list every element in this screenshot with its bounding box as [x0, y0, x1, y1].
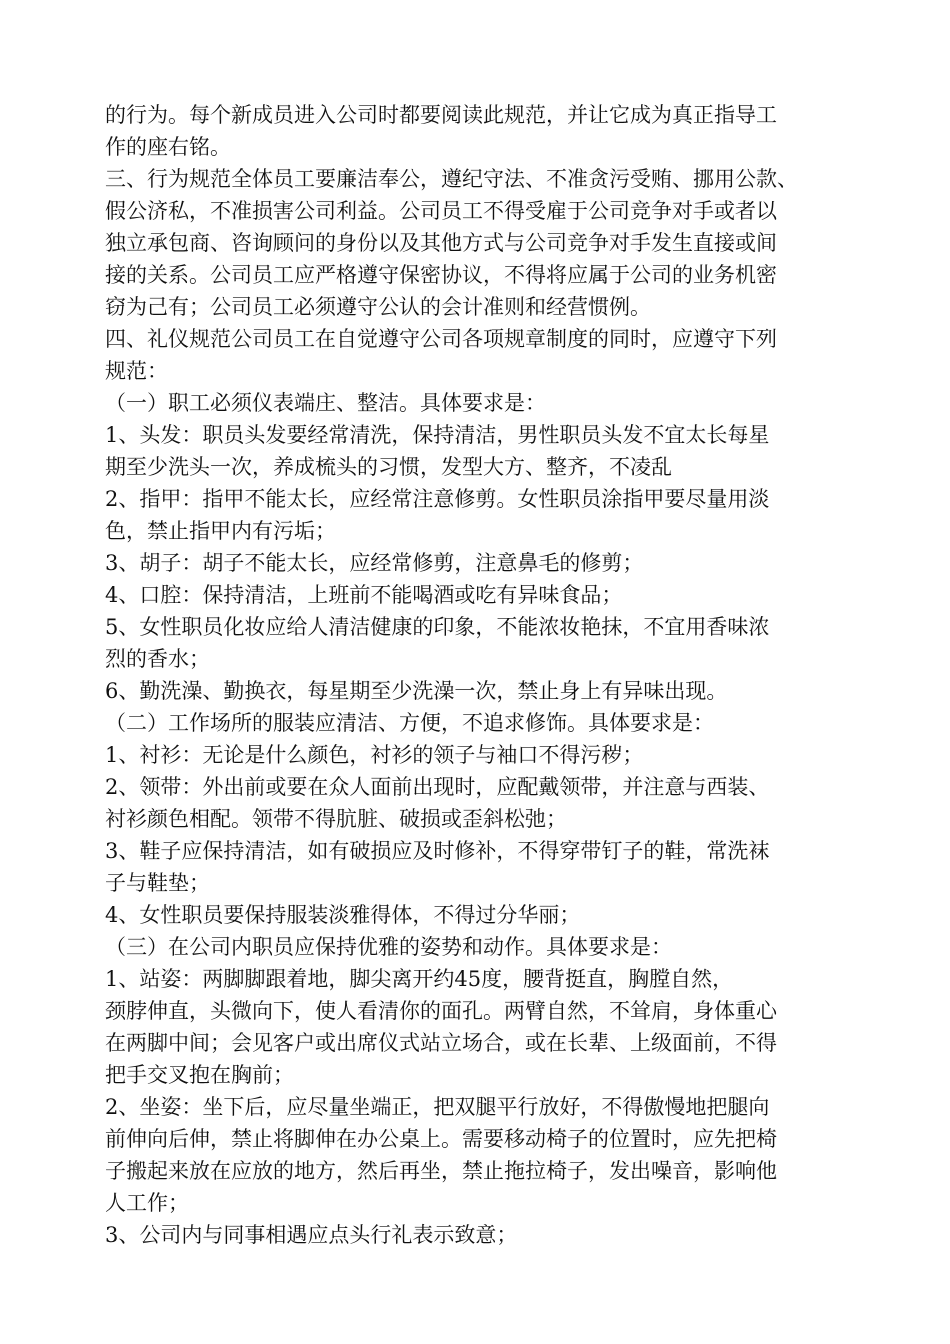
text-line-28: 1、站姿：两脚脚跟着地，脚尖离开约45度，腰背挺直，胸膛自然， — [105, 967, 734, 991]
text-line-32: 2、坐姿：坐下后，应尽量坐端正，把双腿平行放好，不得傲慢地把腿向 — [105, 1095, 770, 1119]
text-line-30: 在两脚中间；会见客户或出席仪式站立场合，或在长辈、上级面前，不得 — [105, 1031, 777, 1055]
text-line-26: 4、女性职员要保持服装淡雅得体，不得过分华丽； — [105, 903, 581, 927]
text-line-4: 假公济私，不准损害公司利益。公司员工不得受雇于公司竞争对手或者以 — [105, 199, 777, 223]
text-line-10: （一）职工必须仪表端庄、整洁。具体要求是： — [105, 391, 546, 415]
text-line-36: 3、公司内与同事相遇应点头行礼表示致意； — [105, 1223, 518, 1247]
text-line-14: 色，禁止指甲内有污垢； — [105, 519, 336, 543]
text-line-20: （二）工作场所的服装应清洁、方便，不追求修饰。具体要求是： — [105, 711, 714, 735]
text-line-16: 4、口腔：保持清洁，上班前不能喝酒或吃有异味食品； — [105, 583, 623, 607]
text-line-9: 规范： — [105, 359, 168, 383]
text-line-19: 6、勤洗澡、勤换衣，每星期至少洗澡一次，禁止身上有异味出现。 — [105, 679, 728, 703]
document-body — [105, 99, 865, 1251]
text-line-18: 烈的香水； — [105, 647, 210, 671]
text-line-2: 作的座右铭。 — [105, 135, 231, 159]
text-line-33: 前伸向后伸，禁止将脚伸在办公桌上。需要移动椅子的位置时，应先把椅 — [105, 1127, 777, 1151]
text-line-6: 接的关系。公司员工应严格遵守保密协议，不得将应属于公司的业务机密 — [105, 263, 777, 287]
text-line-1: 的行为。每个新成员进入公司时都要阅读此规范，并让它成为真正指导工 — [105, 103, 777, 127]
text-line-3: 三、行为规范全体员工要廉洁奉公，遵纪守法、不准贪污受贿、挪用公款、 — [105, 167, 798, 191]
text-line-31: 把手交叉抱在胸前； — [105, 1063, 294, 1087]
text-line-34: 子搬起来放在应放的地方，然后再坐，禁止拖拉椅子，发出噪音，影响他 — [105, 1159, 777, 1183]
text-line-7: 窃为己有；公司员工必须遵守公认的会计准则和经营惯例。 — [105, 295, 651, 319]
text-line-29: 颈脖伸直，头微向下，使人看清你的面孔。两臂自然，不耸肩，身体重心 — [105, 999, 777, 1023]
text-line-35: 人工作； — [105, 1191, 189, 1215]
text-line-12: 期至少洗头一次，养成梳头的习惯，发型大方、整齐，不凌乱 — [105, 455, 672, 479]
text-line-5: 独立承包商、咨询顾问的身份以及其他方式与公司竞争对手发生直接或间 — [105, 231, 777, 255]
text-line-21: 1、衬衫：无论是什么颜色，衬衫的领子与袖口不得污秽； — [105, 743, 644, 767]
text-line-25: 子与鞋垫； — [105, 871, 210, 895]
text-line-15: 3、胡子：胡子不能太长，应经常修剪，注意鼻毛的修剪； — [105, 551, 644, 575]
text-line-8: 四、礼仪规范公司员工在自觉遵守公司各项规章制度的同时，应遵守下列 — [105, 327, 777, 351]
text-line-17: 5、女性职员化妆应给人清洁健康的印象，不能浓妆艳抹，不宜用香味浓 — [105, 615, 770, 639]
text-line-11: 1、头发：职员头发要经常清洗，保持清洁，男性职员头发不宜太长每星 — [105, 423, 770, 447]
text-line-23: 衬衫颜色相配。领带不得肮脏、破损或歪斜松弛； — [105, 807, 567, 831]
text-line-24: 3、鞋子应保持清洁，如有破损应及时修补，不得穿带钉子的鞋，常洗袜 — [105, 839, 770, 863]
text-line-13: 2、指甲：指甲不能太长，应经常注意修剪。女性职员涂指甲要尽量用淡 — [105, 487, 770, 511]
text-line-22: 2、领带：外出前或要在众人面前出现时，应配戴领带，并注意与西装、 — [105, 775, 770, 799]
text-line-27: （三）在公司内职员应保持优雅的姿势和动作。具体要求是： — [105, 935, 672, 959]
